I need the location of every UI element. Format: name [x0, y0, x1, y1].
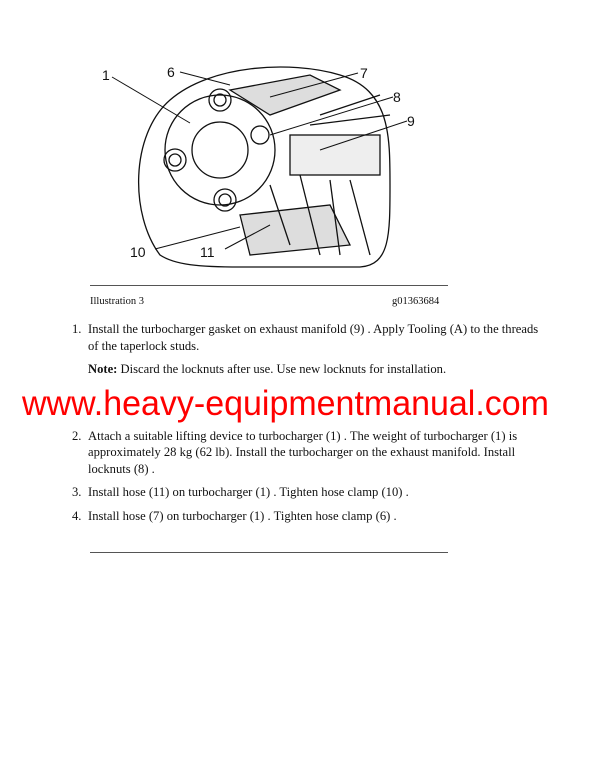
- step-number: 4.: [72, 508, 82, 523]
- callout-9: 9: [407, 113, 415, 129]
- note: [88, 361, 547, 378]
- note-label: Note:: [88, 362, 118, 376]
- step-text: Attach a suitable lifting device to turbocharger (1) . The weight of turbocharger (1) is approximately 28 kg (62 lb). Install the turbocharger on the exhaust manifold. Install locknuts (8) .: [88, 428, 518, 476]
- watermark: [0, 380, 600, 424]
- graphic-id: g01363684: [392, 296, 440, 307]
- callout-11: 11: [200, 244, 215, 260]
- step-number: 2.: [72, 428, 82, 443]
- instructions: [21, 321, 549, 553]
- divider-top: [90, 285, 448, 286]
- step-text: Install the turbocharger gasket on exhaust manifold (9) . Apply Tooling (A) to the threads of the taperlock studs.: [88, 322, 539, 353]
- step-number: 1.: [72, 322, 82, 336]
- step-number: 3.: [72, 485, 82, 499]
- illustration-caption: Illustration 3: [90, 296, 144, 307]
- callout-1: 1: [102, 67, 110, 83]
- step-2: [72, 428, 547, 478]
- callout-7: 7: [360, 65, 368, 81]
- step-text: Install hose (7) on turbocharger (1) . Tighten hose clamp (6) .: [88, 508, 397, 523]
- turbocharger-illustration: [90, 55, 450, 280]
- divider-bottom: [90, 552, 448, 553]
- note-text: Discard the locknuts after use. Use new locknuts for installation.: [117, 362, 447, 376]
- step-1: [72, 321, 547, 354]
- callout-8: 8: [393, 89, 401, 105]
- step-text: Install hose (11) on turbocharger (1) . Tighten hose clamp (10) .: [88, 485, 409, 499]
- step-4: [72, 508, 547, 525]
- step-3: [72, 484, 547, 501]
- callout-10: 10: [130, 244, 146, 260]
- watermark-text: www.heavy-equipmentmanual.com: [21, 383, 549, 423]
- callout-6: 6: [167, 64, 175, 80]
